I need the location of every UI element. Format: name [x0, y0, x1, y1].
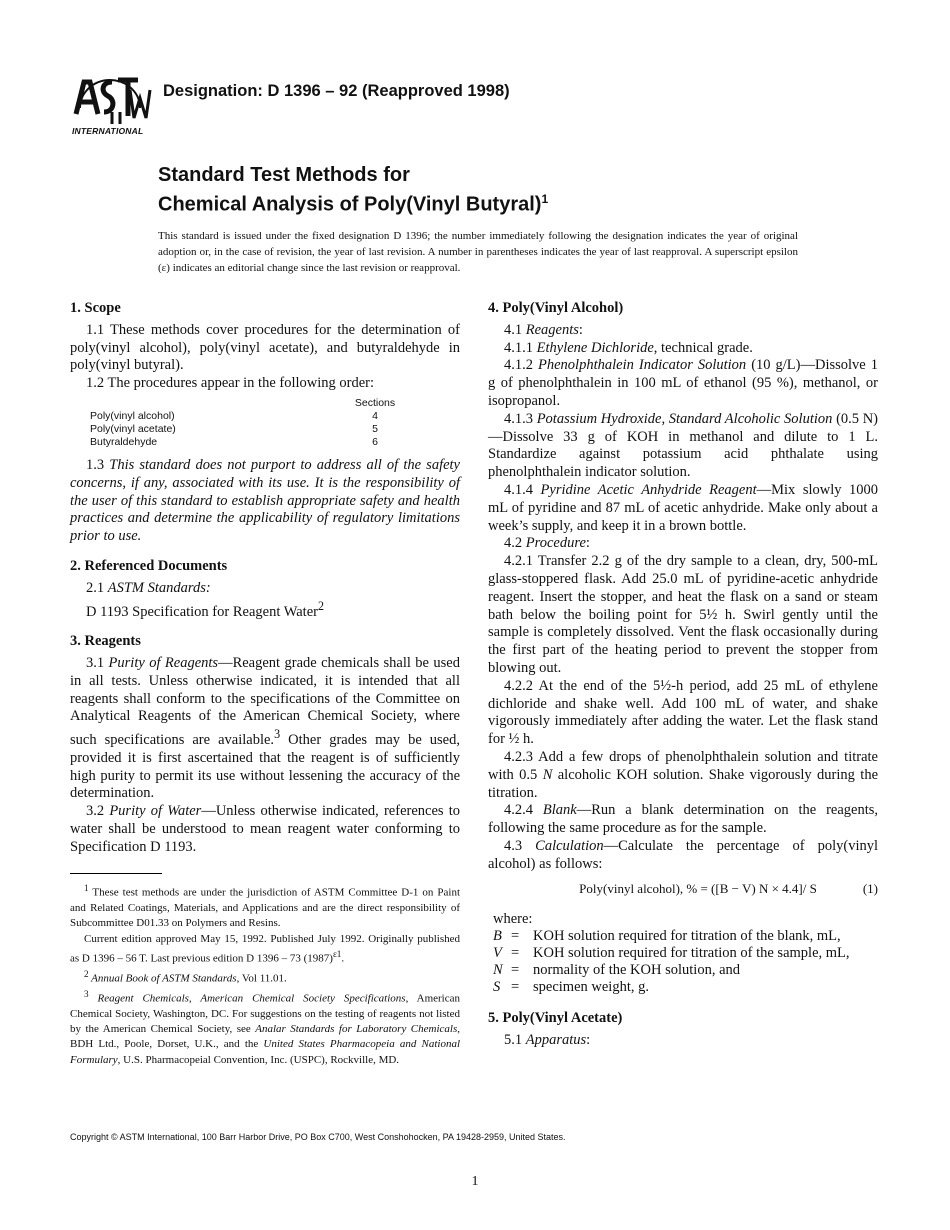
definition-row	[493, 979, 878, 996]
reference-text: D 1193 Specification for Reagent Water	[86, 603, 318, 620]
para-4-1-1	[488, 340, 878, 358]
footnote-text: Current edition approved May 15, 1992. Published July 1992. Originally published as D 1396 – 56 T. Last previous edition D 1396 – 73 (1987)	[70, 932, 460, 965]
designation: Designation: D 1396 – 92 (Reapproved 1998)	[163, 82, 510, 100]
definition-row	[493, 962, 878, 979]
table-cell-section: 4	[372, 409, 378, 422]
title-line-1: Standard Test Methods for	[158, 164, 410, 186]
para-4-1-4	[488, 482, 878, 535]
logo-subtext: INTERNATIONAL	[72, 126, 144, 136]
para-text: —Unless otherwise indicated, references to water shall be understood to mean reagent water conforming to Specification D 1193.	[70, 803, 460, 855]
definition-symbol: V	[493, 945, 502, 962]
table-cell-name: Butyraldehyde	[90, 435, 158, 448]
para-num: 4.1.4	[504, 481, 533, 498]
definition-equals: =	[511, 962, 520, 979]
para-text: —Mix slowly 1000 mL of pyridine and 87 mL of acetic anhydride. Make only about a week’s supply, and keep it in a brown bottle.	[488, 481, 879, 534]
table-cell-section: 5	[372, 422, 378, 435]
footnote-mark: 3	[274, 727, 281, 742]
footnote-mark: 2	[84, 968, 89, 979]
para-num: 1.3	[86, 456, 105, 473]
para-4-1: 4.1 Reagents:	[504, 321, 583, 338]
para-label: Calculation	[535, 837, 604, 854]
definition-text: KOH solution required for titration of the sample, mL,	[533, 945, 850, 962]
definition-equals: =	[511, 945, 520, 962]
para-num: 4.1.2	[504, 357, 533, 374]
para-4-1-3	[488, 411, 878, 482]
footnote-title: Reagent Chemicals, American Chemical Society Specifications	[88, 992, 406, 1005]
table-cell-name: Poly(vinyl alcohol)	[90, 409, 175, 422]
poly-vinyl-acetate-heading: 5. Poly(Vinyl Acetate)	[488, 1010, 623, 1027]
definition-row	[493, 928, 878, 945]
para-text: (10 g/L)—Dissolve 1 g of phenolphthalein in 100 mL of ethanol (95 %), methanol, or isopropanol.	[488, 357, 879, 409]
para-num: 4.3	[504, 837, 523, 854]
where-block	[493, 911, 878, 996]
safety-statement: This standard does not purport to address all of the safety concerns, if any, associated with its use. It is the responsibility of the user of this standard to establish appropriate safety and health practices and determine the applicability of regulatory limitations prior to use.	[70, 456, 460, 545]
sections-order-table	[90, 397, 430, 449]
para-label: Blank	[542, 802, 577, 819]
title-footnote-mark: 1	[541, 192, 549, 206]
definition-symbol: S	[493, 979, 501, 996]
definition-text: normality of the KOH solution, and	[533, 962, 741, 979]
footnote-text: , U.S. Pharmacopeial Convention, Inc. (USPC), Rockville, MD.	[117, 1053, 400, 1066]
page-number: 1	[471, 1174, 479, 1189]
definition-symbol: B	[493, 928, 502, 945]
para-text: 4.2.3 Add a few drops of phenolphthalein solution and titrate with 0.5	[488, 748, 878, 783]
para-text-cont: alcoholic KOH solution. Shake vigorously during the titration.	[488, 766, 879, 801]
footnote-title: Annual Book of ASTM Standards	[88, 972, 237, 985]
definition-equals: =	[511, 928, 520, 945]
para-label: Phenolphthalein Indicator Solution	[538, 357, 747, 374]
para-label: ASTM Standards:	[107, 579, 211, 596]
para-4-2: 4.2 Procedure:	[504, 535, 590, 552]
where-label: where:	[493, 911, 533, 928]
para-text: —Reagent grade chemicals shall be used in all tests. Unless otherwise indicated, it is intended that all reagents shall conform to the specifications of the Committee on Analytical Reagents of the American Chemical Society, where such specifications are available.	[70, 654, 460, 748]
footnote-mark: 1	[84, 883, 89, 893]
para-label: Procedure	[525, 535, 586, 552]
para-label: Purity of Water	[109, 803, 202, 820]
equation-1	[488, 880, 878, 898]
footnote-mark: 2	[317, 598, 325, 613]
para-3-2	[70, 803, 460, 856]
para-num: 3.2	[86, 803, 105, 820]
footnote-3	[70, 987, 460, 1068]
left-column	[70, 300, 460, 857]
table-row	[90, 423, 430, 436]
footnote-1-edition	[70, 932, 460, 967]
right-column	[488, 300, 878, 1050]
footnote-text-end: .	[341, 952, 345, 965]
footnote-title-analar: Analar Standards for Laboratory Chemicals	[255, 1023, 458, 1035]
footnote-mark: 3	[84, 988, 89, 999]
equation-body: Poly(vinyl alcohol), % = ([B − V) N × 4.4]/ S	[579, 880, 817, 896]
title-block	[158, 163, 798, 217]
para-text: (0.5 N)—Dissolve 33 g of KOH in methanol and dilute to 1 L. Standardize against potassium acid phthalate using phenolphthalein indicator solution.	[488, 410, 879, 481]
footnote-text: These test methods are under the jurisdiction of ASTM Committee D-1 on Paint and Related Coatings, Materials, and Applications and are the direct responsibility of Subcommittee D01.33 on Polymers and Resins.	[70, 886, 460, 930]
footnote-text: , BDH Ltd., Poole, Dorset, U.K., and the	[70, 1023, 460, 1051]
para-4-1-2	[488, 357, 878, 410]
para-3-1	[70, 655, 460, 803]
definition-text: specimen weight, g.	[533, 979, 649, 996]
definition-row	[493, 945, 878, 962]
table-row	[90, 436, 430, 449]
para-label: Ethylene Dichloride	[536, 339, 654, 356]
definition-text: KOH solution required for titration of the blank, mL,	[533, 928, 841, 945]
title-main: Chemical Analysis of Poly(Vinyl Butyral)	[158, 193, 542, 216]
footnote-1	[70, 881, 460, 932]
reference-d1193	[70, 598, 460, 622]
reagents-heading: 3. Reagents	[70, 633, 141, 650]
table-cell-section: 6	[372, 435, 378, 448]
normality-symbol: N	[542, 766, 553, 783]
para-1-1: 1.1 These methods cover procedures for the determination of poly(vinyl alcohol), poly(vinyl acetate), and butyraldehyde in poly(vinyl butyral).	[70, 321, 460, 374]
para-4-2-4	[488, 802, 878, 838]
footnote-text: , Vol 11.01.	[236, 972, 287, 985]
table-header-row	[90, 397, 430, 410]
footnote-title-usp: United States Pharmacopeia and National Formulary	[70, 1038, 460, 1066]
footnote-text: , American Chemical Society, Washington, DC. For suggestions on the testing of reagents not listed by the American Chemical Society, see	[70, 992, 460, 1035]
table-header-sections: Sections	[354, 396, 396, 409]
para-label: Purity of Reagents	[108, 654, 219, 671]
para-text-cont: Other grades may be used, provided it is first ascertained that the reagent is of sufficiently high purity to permit its use without lessening the accuracy of the determination.	[70, 732, 460, 802]
para-1-2: 1.2 The procedures appear in the following order:	[86, 375, 375, 392]
para-num: 5.1	[504, 1032, 523, 1049]
definition-symbol: N	[493, 962, 503, 979]
para-text: —Run a blank determination on the reagents, following the same procedure as for the sample.	[488, 802, 879, 837]
footnote-2	[70, 967, 460, 987]
title-line-2	[158, 187, 798, 217]
para-num: 4.2	[504, 535, 523, 552]
issuance-note: This standard is issued under the fixed designation D 1396; the number immediately following the designation indicates the year of original adoption or, in the case of revision, the year of last revision. A number in parentheses indicates the year of last reapproval. A superscript epsilon (ε) indicates an editorial change since the last revision or reapproval.	[158, 230, 798, 274]
para-num: 3.1	[86, 654, 105, 671]
poly-vinyl-alcohol-heading: 4. Poly(Vinyl Alcohol)	[488, 300, 624, 316]
para-label: Pyridine Acetic Anhydride Reagent	[540, 481, 757, 498]
definition-equals: =	[511, 979, 520, 996]
para-num: 4.1.3	[504, 410, 533, 427]
para-num: 4.1.1	[504, 339, 533, 356]
table-row	[90, 410, 430, 423]
referenced-documents-heading: 2. Referenced Documents	[70, 557, 228, 574]
table-cell-name: Poly(vinyl acetate)	[90, 422, 176, 435]
copyright-notice: Copyright © ASTM International, 100 Barr Harbor Drive, PO Box C700, West Conshohocken, PA 19428-2959, United States.	[70, 1132, 566, 1142]
para-text: , technical grade.	[653, 339, 753, 356]
footnote-divider	[70, 873, 162, 874]
para-4-2-2: 4.2.2 At the end of the 5½-h period, add 25 mL of ethylene dichloride and shake well. Add 100 mL of water, and shake vigorously immediately after adding the water. Let the flask stand for ½ h.	[488, 677, 878, 748]
astm-logo	[68, 68, 152, 140]
para-label: Apparatus	[525, 1032, 587, 1049]
footnote-epsilon: ε1	[332, 948, 342, 959]
footnotes	[70, 881, 460, 1068]
para-num: 2.1	[86, 579, 105, 596]
para-1-3	[70, 457, 460, 546]
para-text: —Calculate the percentage of poly(vinyl alcohol) as follows:	[488, 837, 878, 872]
para-num: 4.1	[504, 321, 523, 338]
para-4-2-3	[488, 749, 878, 802]
para-label: Potassium Hydroxide, Standard Alcoholic Solution	[536, 410, 833, 427]
para-4-3	[488, 838, 878, 874]
para-label: Reagents	[525, 321, 579, 338]
scope-heading: 1. Scope	[70, 300, 121, 316]
equation-number: (1)	[862, 880, 878, 896]
para-4-2-1: 4.2.1 Transfer 2.2 g of the dry sample to a clean, dry, 500-mL glass-stoppered flask. Add 25.0 mL of pyridine-acetic anhydride reagent. Insert the stopper, and heat the flask on a sand or steam bath below the boiling point for 5½ h. Swirl gently until the sample is completely dissolved. Vent the flask occasionally during the first part of the heating period to prevent the stopper from blowing out.	[488, 553, 878, 676]
para-5-1: 5.1 Apparatus:	[504, 1032, 591, 1049]
para-num: 4.2.4	[504, 802, 533, 819]
para-2-1	[70, 580, 460, 598]
